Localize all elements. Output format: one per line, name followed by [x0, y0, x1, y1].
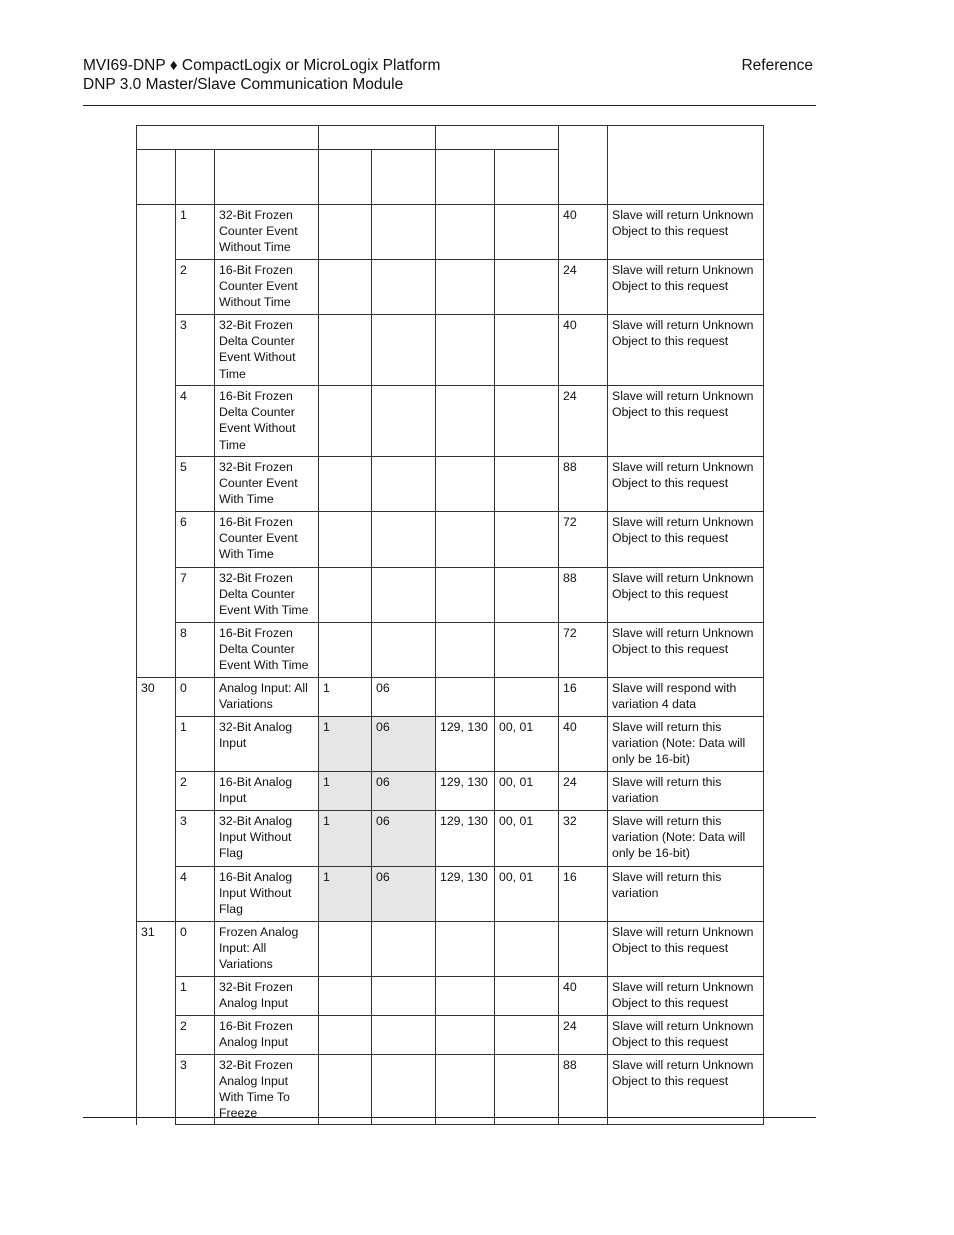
cell-response-function	[436, 678, 495, 717]
cell-request-function	[319, 386, 372, 457]
cell-variation: 0	[176, 678, 215, 717]
cell-response-qualifier	[495, 623, 559, 678]
cell-response-function	[436, 205, 495, 260]
cell-response-function	[436, 260, 495, 315]
table-row	[137, 678, 764, 717]
table-row	[137, 205, 764, 260]
cell-variation: 1	[176, 976, 215, 1015]
header-cell-req-qual	[372, 150, 436, 205]
cell-response-qualifier	[495, 512, 559, 568]
cell-notes: Slave will return Unknown Object to this request	[608, 386, 764, 457]
cell-request-function	[319, 205, 372, 260]
cell-notes: Slave will return Unknown Object to this request	[608, 623, 764, 678]
cell-request-qualifier	[372, 976, 436, 1015]
cell-request-qualifier: 06	[372, 772, 436, 811]
cell-variation: 5	[176, 457, 215, 512]
cell-size-bits: 88	[559, 1054, 608, 1125]
cell-response-qualifier	[495, 260, 559, 315]
cell-response-function	[436, 623, 495, 678]
cell-description: 16-Bit Frozen Delta Counter Event With Time	[215, 623, 319, 678]
cell-description: 32-Bit Analog Input Without Flag	[215, 811, 319, 867]
cell-variation: 0	[176, 921, 215, 976]
cell-request-function: 1	[319, 678, 372, 717]
cell-request-function	[319, 457, 372, 512]
header-cell-obj	[137, 150, 176, 205]
cell-object-number	[137, 260, 176, 315]
cell-object-number	[137, 568, 176, 623]
cell-response-qualifier	[495, 568, 559, 623]
cell-notes: Slave will return Unknown Object to this request	[608, 921, 764, 976]
cell-object-number	[137, 457, 176, 512]
table-row	[137, 457, 764, 512]
cell-description: 32-Bit Frozen Counter Event With Time	[215, 457, 319, 512]
footer-divider	[83, 1117, 816, 1118]
cell-size-bits: 40	[559, 976, 608, 1015]
table-row	[137, 811, 764, 867]
header-cell-response	[436, 126, 559, 150]
cell-request-qualifier	[372, 205, 436, 260]
cell-object-number	[137, 512, 176, 568]
cell-response-function	[436, 921, 495, 976]
cell-variation: 2	[176, 260, 215, 315]
cell-response-function	[436, 386, 495, 457]
table-row	[137, 717, 764, 772]
cell-request-qualifier	[372, 921, 436, 976]
cell-request-function	[319, 315, 372, 386]
cell-response-function	[436, 976, 495, 1015]
cell-notes: Slave will return this variation (Note: Data will only be 16-bit)	[608, 717, 764, 772]
cell-response-qualifier	[495, 976, 559, 1015]
table-row	[137, 921, 764, 976]
cell-variation: 4	[176, 867, 215, 922]
cell-request-qualifier	[372, 315, 436, 386]
cell-response-qualifier	[495, 678, 559, 717]
cell-request-function	[319, 1015, 372, 1054]
table-row	[137, 512, 764, 568]
header-cell-req-func	[319, 150, 372, 205]
cell-object-number	[137, 811, 176, 867]
header-cell-request	[319, 126, 436, 150]
cell-response-qualifier	[495, 205, 559, 260]
table-row	[137, 772, 764, 811]
cell-variation: 7	[176, 568, 215, 623]
cell-object-number	[137, 867, 176, 922]
cell-size-bits: 40	[559, 315, 608, 386]
cell-object-number	[137, 205, 176, 260]
cell-notes: Slave will return this variation (Note: Data will only be 16-bit)	[608, 811, 764, 867]
cell-request-function	[319, 568, 372, 623]
cell-response-function	[436, 1054, 495, 1125]
table-row	[137, 568, 764, 623]
table-row	[137, 386, 764, 457]
cell-size-bits: 24	[559, 260, 608, 315]
cell-variation: 1	[176, 717, 215, 772]
cell-request-function: 1	[319, 867, 372, 922]
cell-response-qualifier: 00, 01	[495, 867, 559, 922]
cell-notes: Slave will return Unknown Object to this request	[608, 315, 764, 386]
header-cell-resp-qual	[495, 150, 559, 205]
cell-notes: Slave will return Unknown Object to this request	[608, 976, 764, 1015]
header-section-label: Reference	[741, 57, 813, 74]
cell-description: 32-Bit Analog Input	[215, 717, 319, 772]
table-header-row-1	[137, 126, 764, 150]
cell-description: 32-Bit Frozen Delta Counter Event With Time	[215, 568, 319, 623]
cell-variation: 8	[176, 623, 215, 678]
cell-size-bits: 16	[559, 867, 608, 922]
cell-object-number	[137, 1015, 176, 1054]
cell-notes: Slave will return Unknown Object to this request	[608, 260, 764, 315]
cell-object-number	[137, 717, 176, 772]
cell-request-qualifier	[372, 512, 436, 568]
cell-response-function	[436, 568, 495, 623]
dnp-object-table	[136, 125, 764, 1125]
cell-object-number	[137, 386, 176, 457]
cell-size-bits: 88	[559, 457, 608, 512]
cell-description: 16-Bit Frozen Counter Event With Time	[215, 512, 319, 568]
header-cell-var	[176, 150, 215, 205]
cell-object-number	[137, 772, 176, 811]
cell-response-function: 129, 130	[436, 717, 495, 772]
cell-description: 16-Bit Frozen Counter Event Without Time	[215, 260, 319, 315]
cell-request-function	[319, 921, 372, 976]
cell-notes: Slave will return Unknown Object to this request	[608, 1015, 764, 1054]
cell-response-function: 129, 130	[436, 867, 495, 922]
table-row	[137, 976, 764, 1015]
document-header-title	[83, 57, 440, 94]
cell-description: 32-Bit Frozen Counter Event Without Time	[215, 205, 319, 260]
cell-request-function	[319, 512, 372, 568]
cell-request-function: 1	[319, 717, 372, 772]
cell-response-function	[436, 457, 495, 512]
cell-notes: Slave will return this variation	[608, 772, 764, 811]
cell-request-function: 1	[319, 811, 372, 867]
cell-request-qualifier: 06	[372, 811, 436, 867]
cell-notes: Slave will return Unknown Object to this request	[608, 205, 764, 260]
cell-request-qualifier	[372, 1015, 436, 1054]
cell-response-function	[436, 1015, 495, 1054]
cell-variation: 3	[176, 811, 215, 867]
cell-size-bits: 72	[559, 512, 608, 568]
cell-request-function	[319, 976, 372, 1015]
cell-request-function	[319, 1054, 372, 1125]
cell-notes: Slave will respond with variation 4 data	[608, 678, 764, 717]
cell-description: 16-Bit Analog Input	[215, 772, 319, 811]
cell-request-function	[319, 623, 372, 678]
cell-response-qualifier: 00, 01	[495, 717, 559, 772]
cell-response-qualifier	[495, 1015, 559, 1054]
cell-request-qualifier	[372, 623, 436, 678]
cell-request-qualifier	[372, 386, 436, 457]
cell-response-qualifier: 00, 01	[495, 811, 559, 867]
cell-request-qualifier: 06	[372, 678, 436, 717]
cell-response-qualifier: 00, 01	[495, 772, 559, 811]
header-title-line2: DNP 3.0 Master/Slave Communication Module	[83, 75, 404, 93]
table-row	[137, 1054, 764, 1125]
cell-request-function: 1	[319, 772, 372, 811]
cell-request-qualifier	[372, 568, 436, 623]
cell-object-number	[137, 623, 176, 678]
cell-response-function: 129, 130	[436, 772, 495, 811]
cell-description: Frozen Analog Input: All Variations	[215, 921, 319, 976]
cell-notes: Slave will return this variation	[608, 867, 764, 922]
cell-size-bits: 24	[559, 386, 608, 457]
cell-size-bits: 32	[559, 811, 608, 867]
table-row	[137, 623, 764, 678]
cell-notes: Slave will return Unknown Object to this request	[608, 457, 764, 512]
cell-request-qualifier	[372, 260, 436, 315]
cell-size-bits: 24	[559, 1015, 608, 1054]
cell-object-number: 30	[137, 678, 176, 717]
cell-description: 32-Bit Frozen Delta Counter Event Without Time	[215, 315, 319, 386]
table-row	[137, 1015, 764, 1054]
cell-size-bits	[559, 921, 608, 976]
cell-response-function: 129, 130	[436, 811, 495, 867]
cell-size-bits: 40	[559, 717, 608, 772]
cell-size-bits: 24	[559, 772, 608, 811]
table-row	[137, 867, 764, 922]
cell-variation: 3	[176, 315, 215, 386]
cell-response-function	[436, 512, 495, 568]
cell-description: 16-Bit Frozen Analog Input	[215, 1015, 319, 1054]
cell-variation: 4	[176, 386, 215, 457]
cell-request-function	[319, 260, 372, 315]
cell-response-qualifier	[495, 315, 559, 386]
cell-description: Analog Input: All Variations	[215, 678, 319, 717]
cell-object-number	[137, 976, 176, 1015]
cell-variation: 6	[176, 512, 215, 568]
header-cell-object	[137, 126, 319, 150]
table-row	[137, 260, 764, 315]
cell-variation: 1	[176, 205, 215, 260]
cell-object-number	[137, 1054, 176, 1125]
cell-variation: 2	[176, 1015, 215, 1054]
cell-request-qualifier	[372, 457, 436, 512]
header-cell-notes	[608, 126, 764, 205]
cell-size-bits: 72	[559, 623, 608, 678]
header-divider	[83, 105, 816, 106]
cell-response-qualifier	[495, 386, 559, 457]
header-cell-description	[215, 150, 319, 205]
cell-request-qualifier: 06	[372, 867, 436, 922]
header-title-line1: MVI69-DNP ♦ CompactLogix or MicroLogix Platform	[83, 57, 441, 74]
cell-response-qualifier	[495, 457, 559, 512]
cell-notes: Slave will return Unknown Object to this request	[608, 568, 764, 623]
cell-response-qualifier	[495, 921, 559, 976]
cell-variation: 3	[176, 1054, 215, 1125]
cell-description: 32-Bit Frozen Analog Input With Time To Freeze	[215, 1054, 319, 1125]
cell-object-number	[137, 315, 176, 386]
cell-request-qualifier	[372, 1054, 436, 1125]
cell-description: 16-Bit Analog Input Without Flag	[215, 867, 319, 922]
cell-response-function	[436, 315, 495, 386]
table-row	[137, 315, 764, 386]
cell-description: 32-Bit Frozen Analog Input	[215, 976, 319, 1015]
cell-notes: Slave will return Unknown Object to this request	[608, 512, 764, 568]
cell-request-qualifier: 06	[372, 717, 436, 772]
cell-notes: Slave will return Unknown Object to this request	[608, 1054, 764, 1125]
header-cell-size	[559, 126, 608, 205]
cell-size-bits: 40	[559, 205, 608, 260]
header-cell-resp-func	[436, 150, 495, 205]
cell-variation: 2	[176, 772, 215, 811]
cell-object-number: 31	[137, 921, 176, 976]
cell-response-qualifier	[495, 1054, 559, 1125]
cell-description: 16-Bit Frozen Delta Counter Event Without Time	[215, 386, 319, 457]
cell-size-bits: 88	[559, 568, 608, 623]
cell-size-bits: 16	[559, 678, 608, 717]
